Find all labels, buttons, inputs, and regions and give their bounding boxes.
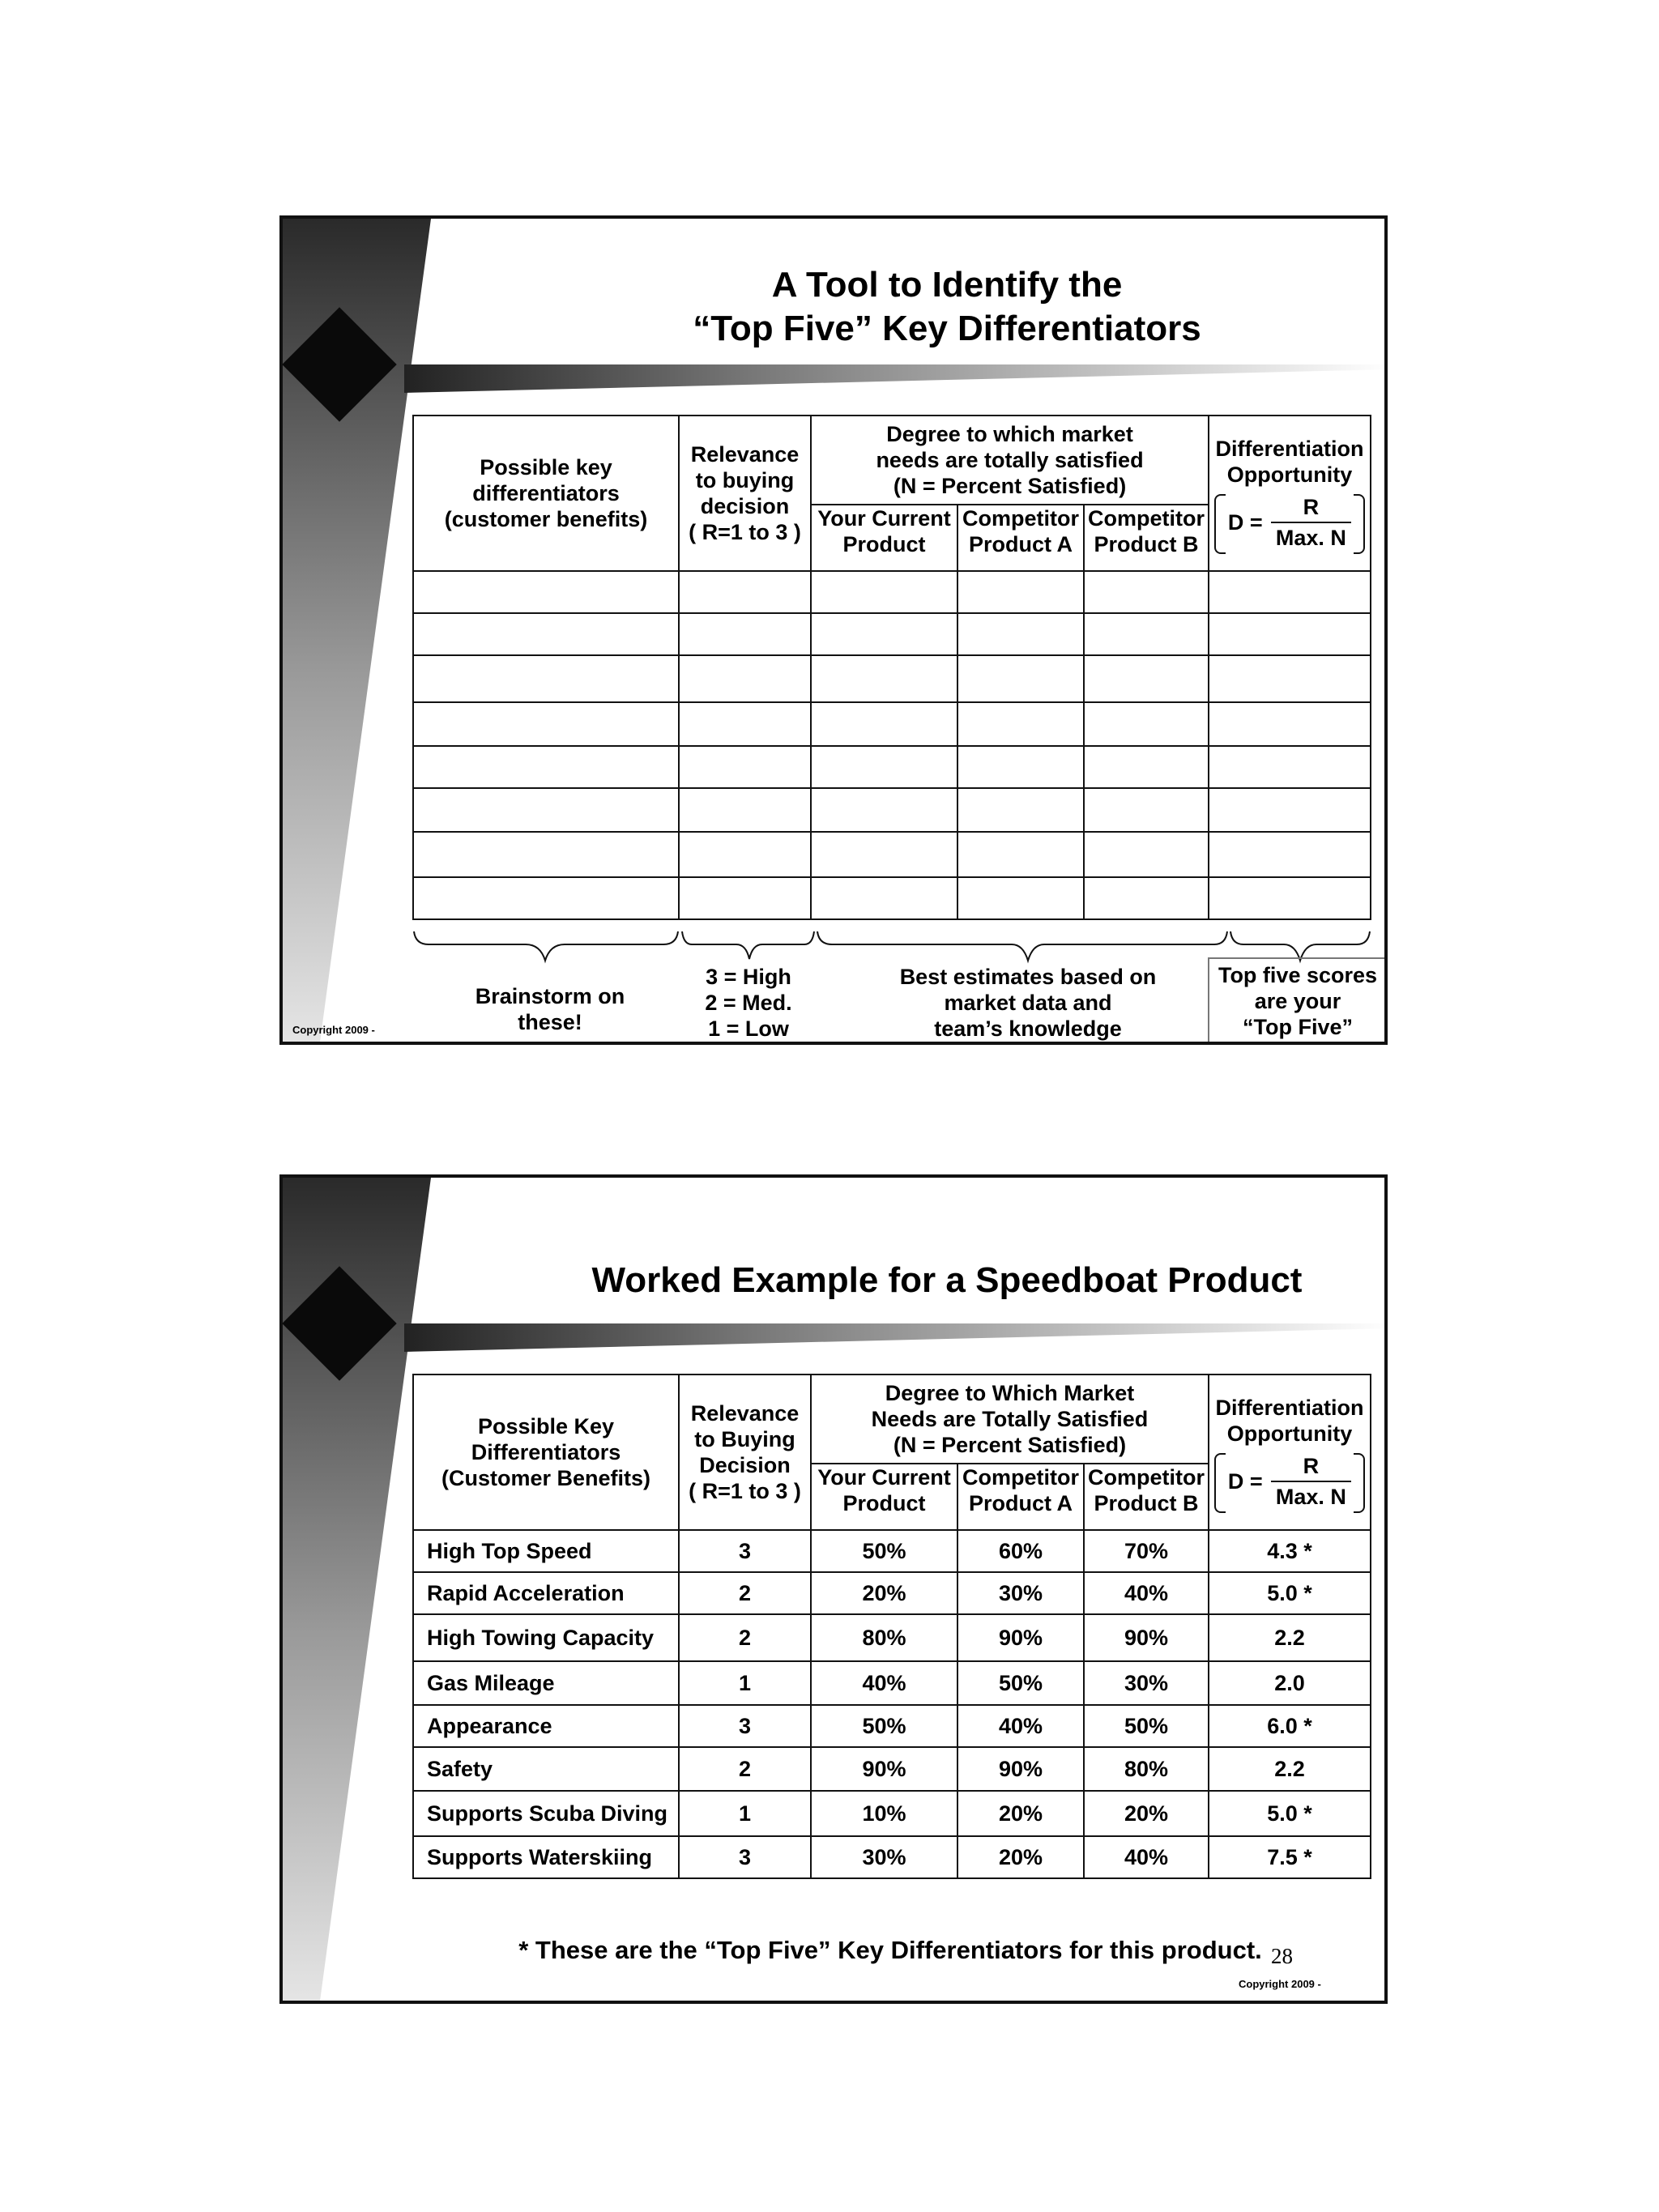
header-competitor-b: Competitor Product B bbox=[1084, 505, 1209, 571]
table-cell bbox=[957, 702, 1084, 746]
copyright-text: Copyright 2009 - bbox=[1239, 1978, 1321, 1990]
page-number: 28 bbox=[1271, 1944, 1293, 1968]
header-competitor-a: Competitor Product A bbox=[957, 1464, 1084, 1530]
benefit-cell: Safety bbox=[413, 1747, 679, 1791]
current-product-cell: 50% bbox=[811, 1530, 957, 1572]
competitor-b-cell: 90% bbox=[1084, 1614, 1209, 1661]
opportunity-cell: 2.2 bbox=[1209, 1614, 1371, 1661]
benefit-cell: Supports Scuba Diving bbox=[413, 1791, 679, 1836]
table-cell bbox=[957, 613, 1084, 655]
competitor-a-cell: 20% bbox=[957, 1836, 1084, 1878]
competitor-a-cell: 90% bbox=[957, 1614, 1084, 1661]
benefit-cell: Appearance bbox=[413, 1705, 679, 1747]
footnote-top-five: * These are the “Top Five” Key Differentiators for this product. bbox=[518, 1936, 1262, 1964]
table-cell bbox=[1209, 832, 1371, 877]
table-cell bbox=[1209, 746, 1371, 788]
table-cell bbox=[679, 613, 811, 655]
header-relevance: Relevance to buying decision ( R=1 to 3 ) bbox=[679, 416, 811, 571]
slide-speedboat-example bbox=[279, 1174, 1388, 2004]
competitor-a-cell: 20% bbox=[957, 1791, 1084, 1836]
table-row bbox=[413, 1836, 1371, 1878]
table-row bbox=[413, 1614, 1371, 1661]
relevance-cell: 2 bbox=[679, 1572, 811, 1614]
current-product-cell: 20% bbox=[811, 1572, 957, 1614]
competitor-a-cell: 40% bbox=[957, 1705, 1084, 1747]
table-cell bbox=[957, 655, 1084, 702]
table-cell bbox=[413, 832, 679, 877]
table-cell bbox=[957, 788, 1084, 832]
table-cell bbox=[1209, 655, 1371, 702]
table-cell bbox=[1084, 613, 1209, 655]
annotation-relevance-scale: 3 = High 2 = Med. 1 = Low bbox=[705, 965, 792, 1041]
table-cell bbox=[679, 746, 811, 788]
header-degree-satisfied: Degree to Which Market Needs are Totally Satisfied (N = Percent Satisfied) bbox=[811, 1375, 1209, 1464]
relevance-cell: 3 bbox=[679, 1705, 811, 1747]
table-row bbox=[413, 571, 1371, 613]
header-your-current-product: Your Current Product bbox=[811, 1464, 957, 1530]
table-cell bbox=[1084, 746, 1209, 788]
table-cell bbox=[679, 655, 811, 702]
table-cell bbox=[1084, 655, 1209, 702]
slide-title: Worked Example for a Speedboat Product bbox=[591, 1260, 1303, 1300]
table-cell bbox=[1209, 702, 1371, 746]
current-product-cell: 50% bbox=[811, 1705, 957, 1747]
relevance-cell: 1 bbox=[679, 1791, 811, 1836]
table-cell bbox=[1209, 788, 1371, 832]
table-row bbox=[413, 746, 1371, 788]
table-cell bbox=[1084, 702, 1209, 746]
table-cell bbox=[1209, 877, 1371, 919]
table-cell bbox=[679, 702, 811, 746]
header-differentiation-opportunity: Differentiation Opportunity D = $\frac{R}{\text{Max. N}}$ bbox=[1209, 416, 1371, 571]
competitor-a-cell: 60% bbox=[957, 1530, 1084, 1572]
table-cell bbox=[679, 571, 811, 613]
speedboat-differentiator-table bbox=[412, 1374, 1371, 1879]
relevance-cell: 2 bbox=[679, 1614, 811, 1661]
annotation-brainstorm: Brainstorm on these! bbox=[475, 984, 625, 1034]
benefit-cell: High Towing Capacity bbox=[413, 1614, 679, 1661]
table-cell bbox=[811, 832, 957, 877]
table-cell bbox=[957, 877, 1084, 919]
competitor-a-cell: 50% bbox=[957, 1661, 1084, 1705]
header-your-current-product: Your Current Product bbox=[811, 505, 957, 571]
table-row bbox=[413, 877, 1371, 919]
formula-d-equals: D = $\frac{R}{\text{Max. N}}$ bbox=[1209, 1453, 1370, 1510]
table-cell bbox=[811, 877, 957, 919]
table-cell bbox=[1084, 571, 1209, 613]
table-cell bbox=[679, 832, 811, 877]
table-cell bbox=[413, 571, 679, 613]
table-cell bbox=[413, 655, 679, 702]
competitor-a-cell: 90% bbox=[957, 1747, 1084, 1791]
table-cell bbox=[811, 655, 957, 702]
relevance-cell: 2 bbox=[679, 1747, 811, 1791]
opportunity-cell: 6.0 * bbox=[1209, 1705, 1371, 1747]
header-competitor-a: Competitor Product A bbox=[957, 505, 1084, 571]
competitor-a-cell: 30% bbox=[957, 1572, 1084, 1614]
current-product-cell: 10% bbox=[811, 1791, 957, 1836]
competitor-b-cell: 50% bbox=[1084, 1705, 1209, 1747]
relevance-cell: 1 bbox=[679, 1661, 811, 1705]
relevance-cell: 3 bbox=[679, 1836, 811, 1878]
annotation-top-five-scores: Top five scores are your “Top Five” bbox=[1208, 957, 1388, 1045]
table-row bbox=[413, 1572, 1371, 1614]
competitor-b-cell: 70% bbox=[1084, 1530, 1209, 1572]
table-cell bbox=[679, 788, 811, 832]
competitor-b-cell: 20% bbox=[1084, 1791, 1209, 1836]
table-cell bbox=[413, 788, 679, 832]
current-product-cell: 90% bbox=[811, 1747, 957, 1791]
header-degree-satisfied: Degree to which market needs are totally satisfied (N = Percent Satisfied) bbox=[811, 416, 1209, 505]
header-differentiation-opportunity: Differentiation Opportunity D = $\frac{R}{\text{Max. N}}$ bbox=[1209, 1375, 1371, 1530]
opportunity-cell: 7.5 * bbox=[1209, 1836, 1371, 1878]
table-cell bbox=[811, 702, 957, 746]
relevance-cell: 3 bbox=[679, 1530, 811, 1572]
benefit-cell: Supports Waterskiing bbox=[413, 1836, 679, 1878]
table-row bbox=[413, 613, 1371, 655]
table-cell bbox=[413, 702, 679, 746]
differentiator-template-table bbox=[412, 415, 1371, 920]
table-cell bbox=[957, 832, 1084, 877]
table-cell bbox=[811, 613, 957, 655]
table-cell bbox=[413, 613, 679, 655]
current-product-cell: 80% bbox=[811, 1614, 957, 1661]
header-competitor-b: Competitor Product B bbox=[1084, 1464, 1209, 1530]
benefit-cell: Gas Mileage bbox=[413, 1661, 679, 1705]
table-row bbox=[413, 702, 1371, 746]
table-cell bbox=[1209, 571, 1371, 613]
table-row bbox=[413, 655, 1371, 702]
current-product-cell: 30% bbox=[811, 1836, 957, 1878]
header-key-differentiators: Possible Key Differentiators (Customer Benefits) bbox=[413, 1375, 679, 1530]
table-row bbox=[413, 1705, 1371, 1747]
table-row bbox=[413, 1530, 1371, 1572]
header-relevance: Relevance to Buying Decision ( R=1 to 3 ) bbox=[679, 1375, 811, 1530]
competitor-b-cell: 40% bbox=[1084, 1572, 1209, 1614]
table-cell bbox=[811, 788, 957, 832]
table-cell bbox=[811, 746, 957, 788]
table-cell bbox=[679, 877, 811, 919]
annotation-best-estimates: Best estimates based on market data and team’s knowledge bbox=[899, 965, 1157, 1041]
table-row bbox=[413, 1791, 1371, 1836]
table-cell bbox=[1209, 613, 1371, 655]
competitor-b-cell: 30% bbox=[1084, 1661, 1209, 1705]
opportunity-cell: 5.0 * bbox=[1209, 1791, 1371, 1836]
opportunity-cell: 4.3 * bbox=[1209, 1530, 1371, 1572]
header-key-differentiators: Possible key differentiators (customer benefits) bbox=[413, 416, 679, 571]
competitor-b-cell: 40% bbox=[1084, 1836, 1209, 1878]
table-row bbox=[413, 788, 1371, 832]
benefit-cell: High Top Speed bbox=[413, 1530, 679, 1572]
opportunity-cell: 2.2 bbox=[1209, 1747, 1371, 1791]
table-row bbox=[413, 1661, 1371, 1705]
benefit-cell: Rapid Acceleration bbox=[413, 1572, 679, 1614]
table-cell bbox=[1084, 788, 1209, 832]
competitor-b-cell: 80% bbox=[1084, 1747, 1209, 1791]
table-row bbox=[413, 832, 1371, 877]
formula-d-equals: D = $\frac{R}{\text{Max. N}}$ bbox=[1209, 494, 1370, 551]
table-cell bbox=[957, 746, 1084, 788]
slide-top-five-tool bbox=[279, 215, 1388, 1045]
table-row bbox=[413, 1747, 1371, 1791]
table-cell bbox=[1084, 832, 1209, 877]
table-cell bbox=[957, 571, 1084, 613]
table-cell bbox=[1084, 877, 1209, 919]
table-cell bbox=[413, 877, 679, 919]
opportunity-cell: 5.0 * bbox=[1209, 1572, 1371, 1614]
table-cell bbox=[811, 571, 957, 613]
current-product-cell: 40% bbox=[811, 1661, 957, 1705]
slide-title: A Tool to Identify the “Top Five” Key Differentiators bbox=[693, 265, 1201, 348]
opportunity-cell: 2.0 bbox=[1209, 1661, 1371, 1705]
table-cell bbox=[413, 746, 679, 788]
copyright-text: Copyright 2009 - bbox=[292, 1024, 375, 1036]
